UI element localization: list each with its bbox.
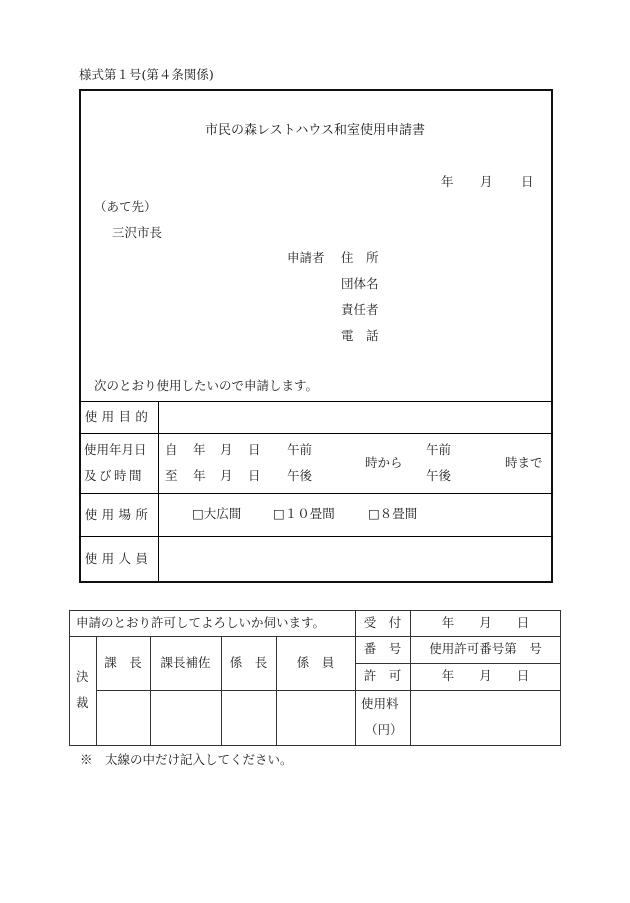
to-month: 月 bbox=[220, 468, 233, 483]
purpose-input[interactable] bbox=[160, 403, 551, 432]
role-subsection-chief: 係 長 bbox=[229, 655, 268, 671]
from-time-suffix: 時から bbox=[365, 455, 403, 470]
people-input[interactable] bbox=[160, 539, 551, 580]
from-prefix: 自 bbox=[165, 442, 178, 457]
from-am: 午前 bbox=[287, 442, 313, 457]
footnote: ※ 太線の中だけ記入してください。 bbox=[80, 752, 293, 767]
from-month: 月 bbox=[220, 442, 233, 457]
fee-label: 使用料 bbox=[361, 696, 399, 711]
place-option-10-tatami[interactable]: □１０畳間 bbox=[273, 506, 335, 521]
decision-label-2: 裁 bbox=[76, 695, 89, 710]
received-label: 受 付 bbox=[363, 614, 402, 630]
until-time-suffix: 時まで bbox=[505, 455, 543, 470]
people-label: 使用人員 bbox=[84, 551, 153, 567]
application-statement: 次のとおり使用したいので申請します。 bbox=[94, 378, 319, 393]
approval-request-text: 申請のとおり許可してよろしいか伺います。 bbox=[76, 614, 326, 630]
role-section-chief: 課 長 bbox=[104, 655, 142, 671]
date-day-label: 日 bbox=[521, 174, 534, 189]
manager-label: 責任者 bbox=[341, 302, 379, 317]
addressee-label: （あて先） bbox=[94, 199, 157, 214]
to-prefix: 至 bbox=[165, 468, 178, 483]
fee-unit-label: （円） bbox=[365, 722, 403, 737]
to-pm: 午後 bbox=[287, 468, 313, 483]
address-label: 住 所 bbox=[341, 250, 379, 265]
place-label: 使用場所 bbox=[84, 506, 153, 522]
to-day: 日 bbox=[248, 468, 261, 483]
applicant-label: 申請者 bbox=[287, 250, 325, 265]
place-option-large-hall[interactable]: □大広間 bbox=[192, 506, 242, 521]
end-am: 午前 bbox=[426, 442, 452, 457]
number-label: 番 号 bbox=[363, 641, 402, 657]
phone-label: 電 話 bbox=[341, 328, 379, 343]
purpose-label: 使用目的 bbox=[84, 408, 153, 424]
permit-label: 許 可 bbox=[363, 668, 402, 684]
form-title: 市民の森レストハウス和室使用申請書 bbox=[205, 123, 425, 138]
place-option-8-tatami[interactable]: □８畳間 bbox=[368, 506, 418, 521]
to-year: 年 bbox=[193, 468, 206, 483]
datetime-label-line1: 使用年月日 bbox=[84, 442, 147, 457]
date-year-label: 年 bbox=[441, 174, 454, 189]
addressee-name: 三沢市長 bbox=[112, 225, 163, 240]
end-pm: 午後 bbox=[426, 468, 452, 483]
form-number: 様式第１号(第４条関係) bbox=[79, 67, 214, 82]
group-name-label: 団体名 bbox=[341, 276, 379, 291]
role-staff: 係 員 bbox=[296, 655, 335, 671]
received-date: 年 月 日 bbox=[441, 614, 530, 630]
date-month-label: 月 bbox=[480, 174, 493, 189]
permit-number: 使用許可番号第 号 bbox=[429, 641, 542, 657]
from-year: 年 bbox=[193, 442, 206, 457]
permit-date: 年 月 日 bbox=[441, 668, 530, 684]
datetime-label-line2: 及び時間 bbox=[84, 468, 145, 483]
decision-label-1: 決 bbox=[76, 669, 89, 684]
role-assistant-chief: 課長補佐 bbox=[160, 655, 211, 671]
from-day: 日 bbox=[248, 442, 261, 457]
